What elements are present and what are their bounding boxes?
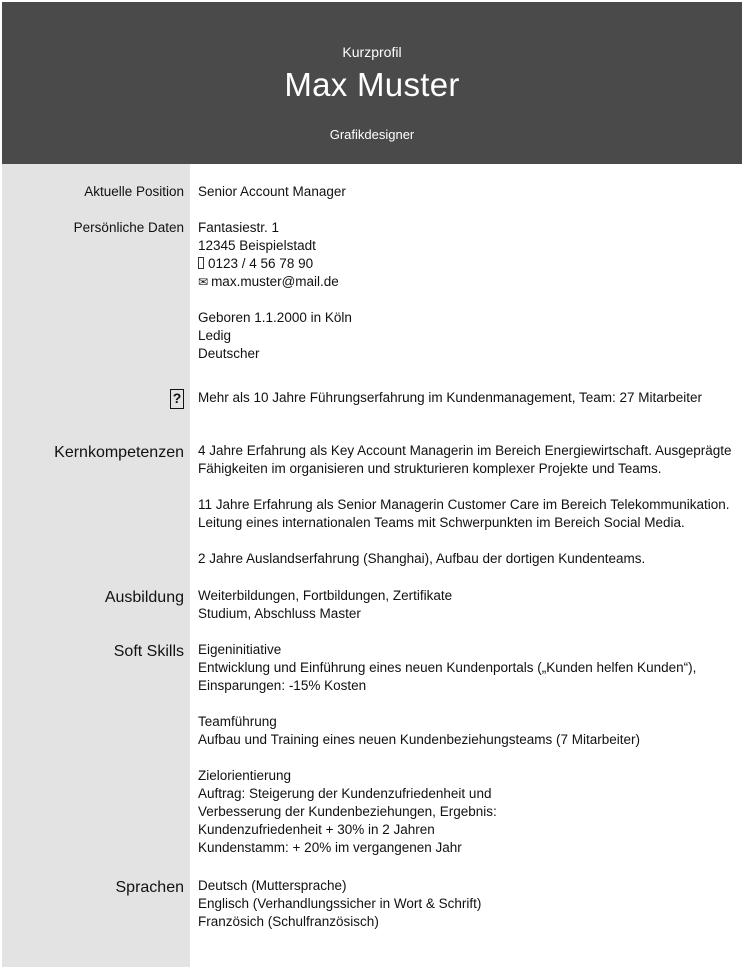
header-subtitle: Kurzprofil — [342, 44, 402, 60]
envelope-icon: ✉ — [198, 275, 209, 289]
email-line — [198, 273, 738, 291]
core-competencies-content — [198, 442, 738, 568]
skill-title: Teamführung — [198, 714, 277, 729]
languages-content — [198, 877, 738, 931]
core-text: Fähigkeiten im organisieren und strukturieren komplexer Projekte und Teams. — [198, 461, 662, 476]
language-line: Französich (Schulfranzösisch) — [198, 914, 379, 929]
city: 12345 Beispielstadt — [198, 238, 316, 253]
header-banner — [2, 2, 742, 164]
label-education: Ausbildung — [104, 589, 184, 606]
street: Fantasiestr. 1 — [198, 220, 280, 235]
phone-number: 0123 / 4 56 78 90 — [208, 256, 314, 271]
label-core-competencies: Kernkompetenzen — [54, 444, 184, 461]
core-text: 4 Jahre Erfahrung als Key Account Managerin im Bereich Energiewirtschaft. Ausgeprägte — [198, 443, 732, 458]
label-soft-skills: Soft Skills — [113, 643, 184, 660]
email-address[interactable]: max.muster@mail.de — [211, 274, 339, 289]
phone-line — [198, 255, 738, 273]
label-languages: Sprachen — [115, 879, 184, 896]
skill-text: Einsparungen: -15% Kosten — [198, 678, 367, 693]
skill-text: Verbesserung der Kundenbeziehungen, Ergebnis: — [198, 804, 497, 819]
soft-skills-content — [198, 641, 738, 857]
value-position: Senior Account Manager — [198, 184, 346, 199]
skill-text: Kundenstamm: + 20% im vergangenen Jahr — [198, 840, 462, 855]
person-name: Max Muster — [284, 66, 460, 103]
education-line: Studium, Abschluss Master — [198, 606, 361, 621]
sidebar-background — [2, 164, 190, 967]
skill-title: Eigeninitiative — [198, 642, 282, 657]
job-title: Grafikdesigner — [329, 127, 415, 142]
marital-status: Ledig — [198, 328, 232, 343]
label-position: Aktuelle Position — [84, 184, 184, 199]
core-text: 11 Jahre Erfahrung als Senior Managerin Customer Care im Bereich Telekommunikation. — [198, 497, 730, 512]
core-text: Leitung eines internationalen Teams mit Schwerpunkten im Bereich Social Media. — [198, 515, 685, 530]
language-line: Englisch (Verhandlungssicher in Wort & Schrift) — [198, 896, 482, 911]
skill-text: Aufbau und Training eines neuen Kundenbeziehungsteams (7 Mitarbeiter) — [198, 732, 641, 747]
skill-text: Kundenzufriedenheit + 30% in 2 Jahren — [198, 822, 435, 837]
label-personal: Persönliche Daten — [73, 220, 184, 235]
core-text: 2 Jahre Auslandserfahrung (Shanghai), Aufbau der dortigen Kundenteams. — [198, 551, 646, 566]
phone-icon — [198, 257, 204, 269]
summary-text: Mehr als 10 Jahre Führungserfahrung im Kundenmanagement, Team: 27 Mitarbeiter — [198, 390, 703, 405]
education-content — [198, 587, 738, 623]
missing-glyph-icon: ? — [170, 389, 184, 409]
skill-text: Auftrag: Steigerung der Kundenzufriedenheit und — [198, 786, 492, 801]
personal-details — [198, 219, 738, 363]
birth-info: Geboren 1.1.2000 in Köln — [198, 310, 352, 325]
skill-title: Zielorientierung — [198, 768, 292, 783]
nationality: Deutscher — [198, 346, 260, 361]
skill-text: Entwicklung und Einführung eines neuen Kundenportals („Kunden helfen Kunden“), — [198, 660, 697, 675]
education-line: Weiterbildungen, Fortbildungen, Zertifikate — [198, 588, 453, 603]
language-line: Deutsch (Muttersprache) — [198, 878, 347, 893]
